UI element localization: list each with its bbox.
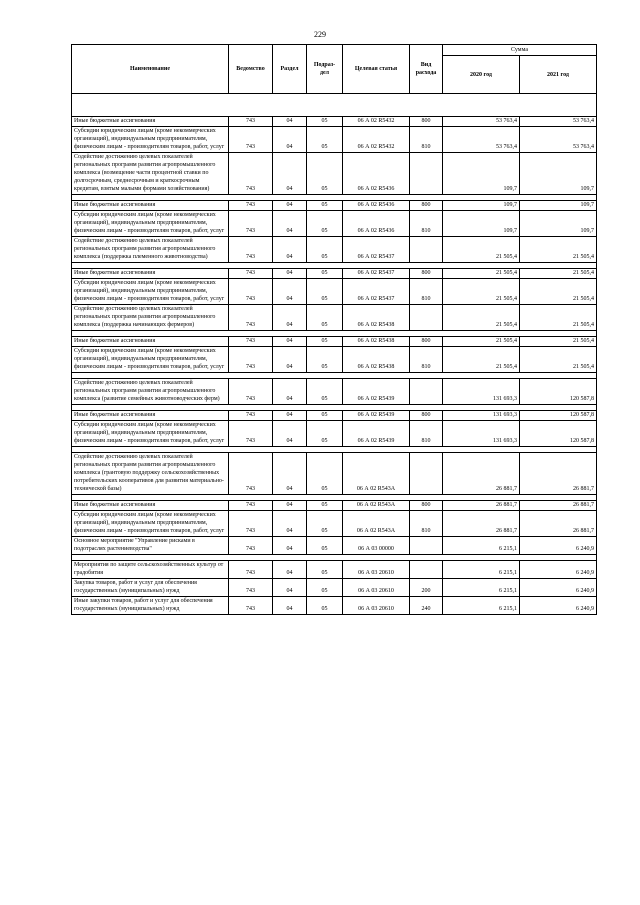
row-subsection: 05 bbox=[307, 269, 343, 279]
row-sum-2020: 131 693,3 bbox=[443, 411, 520, 421]
table-row bbox=[72, 511, 597, 537]
row-name: Субсидии юридическим лицам (кроме некоммерческих организаций), индивидуальным предпринимателям, физическим лицам - производителям товаров, работ, услуг bbox=[72, 511, 229, 537]
row-sum-2021: 6 240,9 bbox=[520, 579, 597, 597]
row-sum-2020: 6 215,1 bbox=[443, 537, 520, 555]
header-target-article: Целевая статья bbox=[343, 45, 410, 94]
row-expense-type: 800 bbox=[410, 337, 443, 347]
row-department: 743 bbox=[229, 337, 273, 347]
row-target-article: 06 А 02 R5436 bbox=[343, 211, 410, 237]
row-target-article: 06 А 02 R5439 bbox=[343, 411, 410, 421]
row-sum-2021: 26 881,7 bbox=[520, 453, 597, 495]
row-sum-2020: 21 505,4 bbox=[443, 347, 520, 373]
row-sum-2020: 109,7 bbox=[443, 211, 520, 237]
row-sum-2020: 131 693,3 bbox=[443, 421, 520, 447]
row-section: 04 bbox=[273, 279, 307, 305]
row-sum-2021: 109,7 bbox=[520, 211, 597, 237]
table-row bbox=[72, 579, 597, 597]
row-sum-2021: 26 881,7 bbox=[520, 501, 597, 511]
row-sum-2020: 53 763,4 bbox=[443, 127, 520, 153]
row-name: Субсидии юридическим лицам (кроме некоммерческих организаций), индивидуальным предпринимателям, физическим лицам - производителям товаров, работ, услуг bbox=[72, 127, 229, 153]
row-sum-2020: 6 215,1 bbox=[443, 597, 520, 615]
row-name: Субсидии юридическим лицам (кроме некоммерческих организаций), индивидуальным предпринимателям, физическим лицам - производителям товаров, работ, услуг bbox=[72, 347, 229, 373]
table-row bbox=[72, 127, 597, 153]
row-name: Иные бюджетные ассигнования bbox=[72, 337, 229, 347]
row-department: 743 bbox=[229, 347, 273, 373]
row-department: 743 bbox=[229, 305, 273, 331]
table-row bbox=[72, 597, 597, 615]
table-row bbox=[72, 379, 597, 405]
row-name: Иные бюджетные ассигнования bbox=[72, 501, 229, 511]
row-sum-2020: 6 215,1 bbox=[443, 579, 520, 597]
row-expense-type bbox=[410, 153, 443, 195]
table-row bbox=[72, 537, 597, 555]
table-row bbox=[72, 117, 597, 127]
row-sum-2021: 21 505,4 bbox=[520, 337, 597, 347]
row-sum-2020: 53 763,4 bbox=[443, 117, 520, 127]
row-subsection: 05 bbox=[307, 411, 343, 421]
row-name: Содействие достижению целевых показателей региональных программ развития агропромышленного комплекса (грантовую поддержку сельскохозяйственных потребительских кооперативов для развития материально-технической базы) bbox=[72, 453, 229, 495]
row-department: 743 bbox=[229, 511, 273, 537]
header-department: Ведомство bbox=[229, 45, 273, 94]
row-expense-type: 800 bbox=[410, 117, 443, 127]
row-department: 743 bbox=[229, 279, 273, 305]
row-sum-2021: 6 240,9 bbox=[520, 561, 597, 579]
row-sum-2021: 21 505,4 bbox=[520, 237, 597, 263]
row-subsection: 05 bbox=[307, 421, 343, 447]
row-sum-2020: 26 881,7 bbox=[443, 511, 520, 537]
row-section: 04 bbox=[273, 117, 307, 127]
row-section: 04 bbox=[273, 153, 307, 195]
row-subsection: 05 bbox=[307, 597, 343, 615]
row-sum-2021: 21 505,4 bbox=[520, 347, 597, 373]
row-name: Иные бюджетные ассигнования bbox=[72, 117, 229, 127]
row-sum-2020: 21 505,4 bbox=[443, 269, 520, 279]
row-target-article: 06 А 02 R5439 bbox=[343, 421, 410, 447]
header-subsection: Подраз- дел bbox=[307, 45, 343, 94]
row-target-article: 06 А 03 00000 bbox=[343, 537, 410, 555]
row-section: 04 bbox=[273, 421, 307, 447]
row-department: 743 bbox=[229, 537, 273, 555]
table-row bbox=[72, 305, 597, 331]
row-expense-type: 800 bbox=[410, 501, 443, 511]
row-target-article: 06 А 02 R5437 bbox=[343, 237, 410, 263]
table-row bbox=[72, 211, 597, 237]
row-department: 743 bbox=[229, 453, 273, 495]
row-subsection: 05 bbox=[307, 305, 343, 331]
row-subsection: 05 bbox=[307, 337, 343, 347]
row-department: 743 bbox=[229, 411, 273, 421]
row-expense-type: 200 bbox=[410, 579, 443, 597]
row-section: 04 bbox=[273, 211, 307, 237]
row-target-article: 06 А 02 R5432 bbox=[343, 117, 410, 127]
row-target-article: 06 А 02 R5437 bbox=[343, 269, 410, 279]
row-department: 743 bbox=[229, 501, 273, 511]
row-name: Закупка товаров, работ и услуг для обеспечения государственных (муниципальных) нужд bbox=[72, 579, 229, 597]
row-section: 04 bbox=[273, 411, 307, 421]
row-subsection: 05 bbox=[307, 347, 343, 373]
row-department: 743 bbox=[229, 269, 273, 279]
row-subsection: 05 bbox=[307, 237, 343, 263]
row-name: Субсидии юридическим лицам (кроме некоммерческих организаций), индивидуальным предпринимателям, физическим лицам - производителям товаров, работ, услуг bbox=[72, 279, 229, 305]
row-section: 04 bbox=[273, 597, 307, 615]
table-row bbox=[72, 201, 597, 211]
row-subsection: 05 bbox=[307, 211, 343, 237]
row-expense-type bbox=[410, 237, 443, 263]
row-department: 743 bbox=[229, 561, 273, 579]
row-name: Мероприятия по защите сельскохозяйственных культур от градобития bbox=[72, 561, 229, 579]
row-target-article: 06 А 02 R5438 bbox=[343, 337, 410, 347]
row-sum-2021: 21 505,4 bbox=[520, 305, 597, 331]
row-subsection: 05 bbox=[307, 561, 343, 579]
row-section: 04 bbox=[273, 537, 307, 555]
row-department: 743 bbox=[229, 211, 273, 237]
row-subsection: 05 bbox=[307, 453, 343, 495]
row-name: Иные бюджетные ассигнования bbox=[72, 411, 229, 421]
row-sum-2020: 26 881,7 bbox=[443, 453, 520, 495]
row-section: 04 bbox=[273, 269, 307, 279]
header-expense-type: Вид расхода bbox=[410, 45, 443, 94]
row-subsection: 05 bbox=[307, 511, 343, 537]
table-row bbox=[72, 269, 597, 279]
row-expense-type: 810 bbox=[410, 127, 443, 153]
row-expense-type bbox=[410, 561, 443, 579]
row-target-article: 06 А 02 R543А bbox=[343, 501, 410, 511]
row-target-article: 06 А 02 R5437 bbox=[343, 279, 410, 305]
row-subsection: 05 bbox=[307, 379, 343, 405]
row-sum-2021: 21 505,4 bbox=[520, 269, 597, 279]
row-target-article: 06 А 02 R543А bbox=[343, 511, 410, 537]
row-section: 04 bbox=[273, 379, 307, 405]
row-sum-2021: 21 505,4 bbox=[520, 279, 597, 305]
row-subsection: 05 bbox=[307, 501, 343, 511]
table-row bbox=[72, 279, 597, 305]
row-sum-2021: 109,7 bbox=[520, 201, 597, 211]
row-section: 04 bbox=[273, 305, 307, 331]
row-subsection: 05 bbox=[307, 117, 343, 127]
row-subsection: 05 bbox=[307, 153, 343, 195]
row-department: 743 bbox=[229, 127, 273, 153]
table-row bbox=[72, 411, 597, 421]
table-row bbox=[72, 153, 597, 195]
row-sum-2020: 21 505,4 bbox=[443, 237, 520, 263]
row-section: 04 bbox=[273, 511, 307, 537]
page-number: 229 bbox=[314, 30, 326, 39]
row-sum-2021: 120 587,8 bbox=[520, 421, 597, 447]
row-target-article: 06 А 02 R5436 bbox=[343, 153, 410, 195]
row-sum-2021: 53 763,4 bbox=[520, 117, 597, 127]
row-name: Содействие достижению целевых показателей региональных программ развития агропромышленного комплекса (поддержка племенного животноводства) bbox=[72, 237, 229, 263]
table-header bbox=[72, 45, 597, 117]
header-section: Раздел bbox=[273, 45, 307, 94]
header-name: Наименование bbox=[72, 45, 229, 94]
table-row bbox=[72, 347, 597, 373]
row-sum-2020: 109,7 bbox=[443, 153, 520, 195]
row-subsection: 05 bbox=[307, 279, 343, 305]
row-expense-type: 800 bbox=[410, 201, 443, 211]
row-expense-type: 810 bbox=[410, 347, 443, 373]
row-sum-2020: 26 881,7 bbox=[443, 501, 520, 511]
row-expense-type bbox=[410, 537, 443, 555]
row-target-article: 06 А 02 R5438 bbox=[343, 347, 410, 373]
row-target-article: 06 А 02 R543А bbox=[343, 453, 410, 495]
row-subsection: 05 bbox=[307, 537, 343, 555]
row-name: Иные бюджетные ассигнования bbox=[72, 201, 229, 211]
row-section: 04 bbox=[273, 127, 307, 153]
row-target-article: 06 А 02 R5438 bbox=[343, 305, 410, 331]
row-sum-2021: 6 240,9 bbox=[520, 537, 597, 555]
row-expense-type bbox=[410, 379, 443, 405]
row-name: Иные закупки товаров, работ и услуг для обеспечения государственных (муниципальных) нужд bbox=[72, 597, 229, 615]
row-expense-type: 810 bbox=[410, 211, 443, 237]
row-section: 04 bbox=[273, 337, 307, 347]
row-target-article: 06 А 02 R5436 bbox=[343, 201, 410, 211]
row-sum-2020: 21 505,4 bbox=[443, 305, 520, 331]
row-subsection: 05 bbox=[307, 579, 343, 597]
row-sum-2020: 6 215,1 bbox=[443, 561, 520, 579]
row-section: 04 bbox=[273, 501, 307, 511]
row-department: 743 bbox=[229, 201, 273, 211]
row-expense-type bbox=[410, 453, 443, 495]
table-row bbox=[72, 421, 597, 447]
row-expense-type: 240 bbox=[410, 597, 443, 615]
row-subsection: 05 bbox=[307, 201, 343, 211]
row-section: 04 bbox=[273, 453, 307, 495]
row-target-article: 06 А 03 20610 bbox=[343, 597, 410, 615]
row-department: 743 bbox=[229, 579, 273, 597]
row-name: Субсидии юридическим лицам (кроме некоммерческих организаций), индивидуальным предпринимателям, физическим лицам - производителям товаров, работ, услуг bbox=[72, 421, 229, 447]
row-sum-2020: 131 693,3 bbox=[443, 379, 520, 405]
row-target-article: 06 А 02 R5432 bbox=[343, 127, 410, 153]
row-sum-2021: 109,7 bbox=[520, 153, 597, 195]
row-sum-2020: 21 505,4 bbox=[443, 279, 520, 305]
row-name: Содействие достижению целевых показателей региональных программ развития агропромышленного комплекса (поддержка начинающих фермеров) bbox=[72, 305, 229, 331]
row-department: 743 bbox=[229, 421, 273, 447]
row-section: 04 bbox=[273, 347, 307, 373]
row-target-article: 06 А 02 R5439 bbox=[343, 379, 410, 405]
row-sum-2021: 6 240,9 bbox=[520, 597, 597, 615]
table-row bbox=[72, 337, 597, 347]
table-body bbox=[72, 117, 597, 615]
row-sum-2020: 109,7 bbox=[443, 201, 520, 211]
row-sum-2021: 120 587,8 bbox=[520, 379, 597, 405]
row-expense-type: 800 bbox=[410, 411, 443, 421]
row-department: 743 bbox=[229, 117, 273, 127]
row-target-article: 06 А 03 20610 bbox=[343, 561, 410, 579]
row-department: 743 bbox=[229, 379, 273, 405]
table-row bbox=[72, 453, 597, 495]
row-expense-type: 810 bbox=[410, 421, 443, 447]
row-name: Субсидии юридическим лицам (кроме некоммерческих организаций), индивидуальным предпринимателям, физическим лицам - производителям товаров, работ, услуг bbox=[72, 211, 229, 237]
row-department: 743 bbox=[229, 237, 273, 263]
budget-table bbox=[71, 44, 597, 615]
header-sum: Сумма bbox=[443, 45, 597, 56]
row-expense-type: 810 bbox=[410, 511, 443, 537]
row-sum-2021: 120 587,8 bbox=[520, 411, 597, 421]
row-section: 04 bbox=[273, 201, 307, 211]
row-name: Основное мероприятие "Управление рисками в подотраслях растениеводства" bbox=[72, 537, 229, 555]
row-sum-2021: 53 763,4 bbox=[520, 127, 597, 153]
table-row bbox=[72, 501, 597, 511]
row-section: 04 bbox=[273, 561, 307, 579]
table-row bbox=[72, 561, 597, 579]
header-year-2020: 2020 год bbox=[443, 56, 520, 94]
row-name: Иные бюджетные ассигнования bbox=[72, 269, 229, 279]
row-name: Содействие достижению целевых показателей региональных программ развития агропромышленного комплекса (возмещение части процентной ставки по долгосрочным, среднесрочным и краткосрочным кредитам, взятым малыми формами хозяйствования) bbox=[72, 153, 229, 195]
row-subsection: 05 bbox=[307, 127, 343, 153]
row-target-article: 06 А 03 20610 bbox=[343, 579, 410, 597]
row-section: 04 bbox=[273, 237, 307, 263]
table-row bbox=[72, 237, 597, 263]
row-section: 04 bbox=[273, 579, 307, 597]
row-expense-type: 810 bbox=[410, 279, 443, 305]
row-expense-type bbox=[410, 305, 443, 331]
row-name: Содействие достижению целевых показателей региональных программ развития агропромышленного комплекса (развитие семейных животноводческих ферм) bbox=[72, 379, 229, 405]
row-department: 743 bbox=[229, 153, 273, 195]
row-expense-type: 800 bbox=[410, 269, 443, 279]
row-department: 743 bbox=[229, 597, 273, 615]
header-year-2021: 2021 год bbox=[520, 56, 597, 94]
row-sum-2020: 21 505,4 bbox=[443, 337, 520, 347]
row-sum-2021: 26 881,7 bbox=[520, 511, 597, 537]
